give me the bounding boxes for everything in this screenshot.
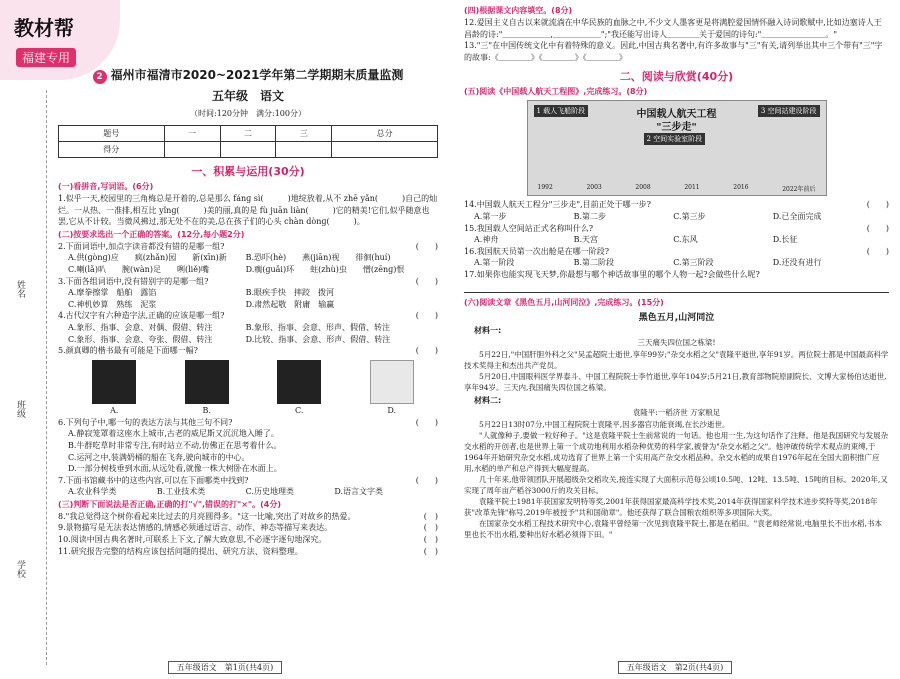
brand-tag: 福建专用: [16, 48, 76, 67]
calligraphy-image: [92, 360, 136, 404]
exam-time: （时间:120分钟 满分:100分）: [190, 109, 306, 118]
page-footer: 五年级语文 第1页(共4页): [0, 662, 450, 673]
part-heading: (三)判断下面说法是否正确,正确的打"√",错误的打"×"。(4分): [58, 499, 281, 509]
poster-title: 中国载人航天工程: [636, 109, 717, 121]
material-headline: 三天痛失四位国之栋梁!: [637, 337, 716, 347]
exam-number: 2: [93, 70, 107, 84]
score-header: 一: [164, 126, 220, 142]
article-paragraph: 5月22日13时07分,中国工程院院士袁隆平,因多器官功能衰竭,在长沙逝世。: [479, 419, 730, 429]
article-paragraph: "人就像种子,要做一粒好种子。"这是袁隆平院士生前常说的一句话。他也用一生,为这句话作了注释。他是我国研究与发展杂交水稻的开创者,也是世界上第一个成功地利用水稻杂种优势的科学家,被誉为"杂交水稻之父"。他冲破传统学术观点的束缚,于1964年开始研究杂交水稻,成功选育了世界上第一个实用高产杂交水稻品种。杂交水稻的成果自1976年起在全国大面积推广应用,水稻的单产和总产得到大幅度提高。: [464, 430, 889, 473]
score-cell[interactable]: [220, 142, 276, 158]
article-paragraph: 5月22日,"中国肝胆外科之父"吴孟超院士逝世,享年99岁;"杂交水稻之父"袁隆平逝世,享年91岁。两位院士都是中国最高科学技术奖得主和杰出共产党员。: [464, 349, 889, 370]
part-heading: (六)阅读文章《黑色五月,山河同泣》,完成练习。(15分): [464, 297, 664, 307]
section-heading: 二、阅读与欣赏(40分): [619, 70, 734, 84]
poster-stage: 1 载人飞船阶段: [534, 105, 589, 117]
right-page: [450, 0, 900, 679]
calligraphy-samples: [68, 360, 438, 415]
question-3: 3.下面各组词语中,没有错别字的是哪一组? ( ): [58, 276, 438, 286]
brand-name: 教材帮: [14, 16, 74, 40]
score-row-label: 得分: [59, 142, 165, 158]
question-15: 15.我国载人空间站正式名称叫什么? ( ): [464, 223, 889, 233]
part-heading: (一)看拼音,写词语。(6分): [58, 182, 154, 191]
question-16-options: A.第一阶段 B.第二阶段 C.第三阶段 D.还没有进行: [474, 258, 822, 268]
section-heading: 一、积累与运用(30分): [191, 165, 305, 178]
space-program-poster: [527, 100, 827, 196]
part-heading: (五)阅读《中国载人航天工程图》,完成练习。(8分): [464, 87, 648, 97]
article-paragraph: 几十年来,他带领团队开展超级杂交稻攻关,接连实现了大面积示范每公顷10.5吨、12吨、13.5吨、15吨的目标。2020年,又实现了周年亩产稻谷3000斤的攻关目标。: [464, 474, 888, 495]
question-7-options: A.农业科学类 B.工业技术类 C.历史地理类 D.语言文字类: [68, 487, 384, 497]
page-footer: 五年级语文 第2页(共4页): [450, 662, 900, 673]
right-content: [464, 4, 889, 540]
gutter-label-name: 姓名: [15, 280, 25, 298]
question-10: 10.阅读中国古典名著时,可联系上下文,了解大致意思,不必逐字逐句地深究。 ( ): [58, 535, 438, 545]
calligraphy-option: B.: [185, 360, 229, 415]
question-2: 2.下面词语中,加点字读音都没有错的是哪一组? ( ): [58, 241, 438, 251]
question-9: 9.景物描写是无法表达情感的,情感必须通过语言、动作、神态等描写来表达。 ( ): [58, 523, 438, 533]
question-7: 7.下面书馆藏书中的这些内容,可以在下面哪类中找到? ( ): [58, 475, 438, 485]
question-11: 11.研究报告完整的结构应该包括问题的提出、研究方法、资料整理。 ( ): [58, 546, 438, 556]
question-4-options: A.象形、指事、会意、对偶、假借、转注 B.象形、指事、会意、形声、假借、转注C.象形、指事、会意、夸张、假借、转注 D.比较、指事、会意、形声、假借、转注: [68, 322, 391, 344]
question-17: 17.如果你也能实现飞天梦,你最想与哪个神话故事里的哪个人物一起?会做些什么呢?: [464, 269, 760, 279]
score-table: [58, 125, 438, 158]
calligraphy-option: D.: [370, 360, 414, 415]
poster-stage: 2 空间实验室阶段: [644, 133, 706, 145]
material-headline: 袁隆平:一稻济世 万家粮足: [632, 407, 721, 417]
question-6-options: A.静寂笼罩着这座水上城市,古老的威尼斯又沉沉地入睡了。 B.牛群吃草时非常专注,有时站立不动,仿佛正在思考着什么。 C.运河之中,装满奶桶的船在飞奔,驶向城市的中心。 D.一部分树枝垂到水面,从远处看,就像一株大树卧在水面上。: [68, 429, 282, 474]
question-5: 5.颜真卿的楷书最有可能是下面哪一幅? ( ): [58, 346, 438, 356]
question-1: 1.似乎一天,校园里的三角梅总是开着的,总是那么 fánɡ sì( )地绽放着,从不 zhē yǎn( )自己的灿烂。一从热、一准排,相互比 yǐnɡ( )美的丽,真的是 fù juān liàn( )它的精美!它们,似乎随意也罢,它从不计较。当微风拂过,那无处不在的美,总在孩子们的心头 chàn dònɡ( )。: [58, 194, 438, 227]
poster-stage: 3 空间站建设阶段: [758, 105, 820, 117]
material-label: 材料二:: [474, 395, 502, 405]
article-paragraph: 5月20日,中国眼科医学界泰斗、中国工程院院士李竹逝世,享年104岁;5月21日,教育部物院原副院长、文博大家杨伯达逝世,享年94岁。三天内,我国痛失四位国之栋梁。: [464, 371, 887, 392]
calligraphy-option: A.: [92, 360, 136, 415]
left-content: [58, 40, 438, 557]
question-15-options: A.神舟 B.天宫 C.东风 D.长征: [474, 235, 798, 245]
question-13: 13."三"在中国传统文化中有着特殊的意义。因此,中国古典名著中,有许多故事与"三"有关,请列举出其中三个带有"三"字的故事:《＿＿＿＿》《＿＿＿＿》《＿＿＿＿》: [464, 41, 883, 62]
question-6: 6.下列句子中,哪一句的表达方法与其他三句不同? ( ): [58, 417, 438, 427]
score-header: 总分: [332, 126, 438, 142]
score-header: 题号: [59, 126, 165, 142]
question-8: 8."我总觉得这个树你看起来比过去的月亮圆得多。"这一比喻,突出了对故乡的热爱。 ( ): [58, 511, 438, 521]
score-header: 三: [276, 126, 332, 142]
material-label: 材料一:: [474, 325, 502, 335]
score-cell[interactable]: [276, 142, 332, 158]
question-3-options: A.摩拳擦掌 船舶 露馅 B.眼疾手快 摔跤 拨河C.神机妙算 熟练 泥浆 D.肃然起敬 附庸 输赢: [68, 288, 335, 309]
article-title: 黑色五月,山河同泣: [638, 312, 715, 323]
question-4: 4.古代汉字有六种造字法,正确的应该是哪一组? ( ): [58, 311, 438, 321]
score-cell[interactable]: [164, 142, 220, 158]
article-paragraph: 袁隆平院士1981年获国家发明特等奖,2001年获得国家最高科学技术奖,2014年获得国家科学技术进步奖特等奖,2018年获"改革先锋"称号,2019年被授予"共和国勋章"。他还获得了联合国粮农组织等多项国际大奖。: [464, 496, 878, 517]
question-14: 14.中国载人航天工程分"三步走",目前正处于哪一步? ( ): [464, 200, 889, 210]
exam-subtitle: 五年级 语文: [211, 89, 284, 103]
article-paragraph: 在国家杂交水稻工程技术研究中心,袁隆平曾经第一次见到袁隆平院士,都是在稻田。"袁老师经常说,电脑里长不出水稻,书本里也长不出水稻,要种出好水稻必须得下田。": [464, 518, 882, 539]
poster-subtitle: "三步走": [656, 122, 697, 134]
question-2-options: A.供(ɡònɡ)应 疯(zhǎn)园 新(xīn)新 B.恐吓(hè) 燕(jiān)视 徘徊(huí)C.喇(lǎ)叭 腕(wàn)足 咧(liě)嘴 D.瘸(ɡuǎi)环 蛀(zhù)虫 憎(zēnɡ)恨: [68, 253, 405, 274]
answer-line[interactable]: [464, 281, 889, 293]
score-cell[interactable]: [332, 142, 438, 158]
exam-title: 2 福州市福清市2020~2021学年第二学期期末质量监测: [58, 66, 438, 84]
poster-timeline: 1992 2003 2008 2011 2016 2022年前后: [537, 184, 816, 194]
cut-line: [46, 90, 47, 665]
calligraphy-image: [370, 360, 414, 404]
question-12: 12.爱国主义自古以来就流淌在中华民族的血脉之中,不少文人墨客更是将满腔爱国情怀融入诗词歌赋中,比如边塞诗人王昌龄的诗:"＿＿＿＿＿＿,＿＿＿＿＿＿";"我还能写出诗人＿＿＿＿关于爱国的诗句:"＿＿＿＿＿＿＿＿。": [464, 18, 882, 39]
calligraphy-image: [185, 360, 229, 404]
gutter-label-school: 学校: [15, 560, 25, 578]
binding-gutter: [0, 0, 52, 679]
score-header: 二: [220, 126, 276, 142]
calligraphy-image: [277, 360, 321, 404]
part-heading: (二)按要求选出一个正确的答案。(12分,每小题2分): [58, 229, 245, 239]
part-heading: (四)根据课文内容填空。(8分): [464, 6, 573, 15]
calligraphy-option: C.: [277, 360, 321, 415]
question-16: 16.我国航天员第一次出舱是在哪一阶段? ( ): [464, 246, 889, 256]
question-14-options: A.第一步 B.第二步 C.第三步 D.已全面完成: [474, 211, 822, 221]
gutter-label-class: 班级: [15, 400, 25, 418]
